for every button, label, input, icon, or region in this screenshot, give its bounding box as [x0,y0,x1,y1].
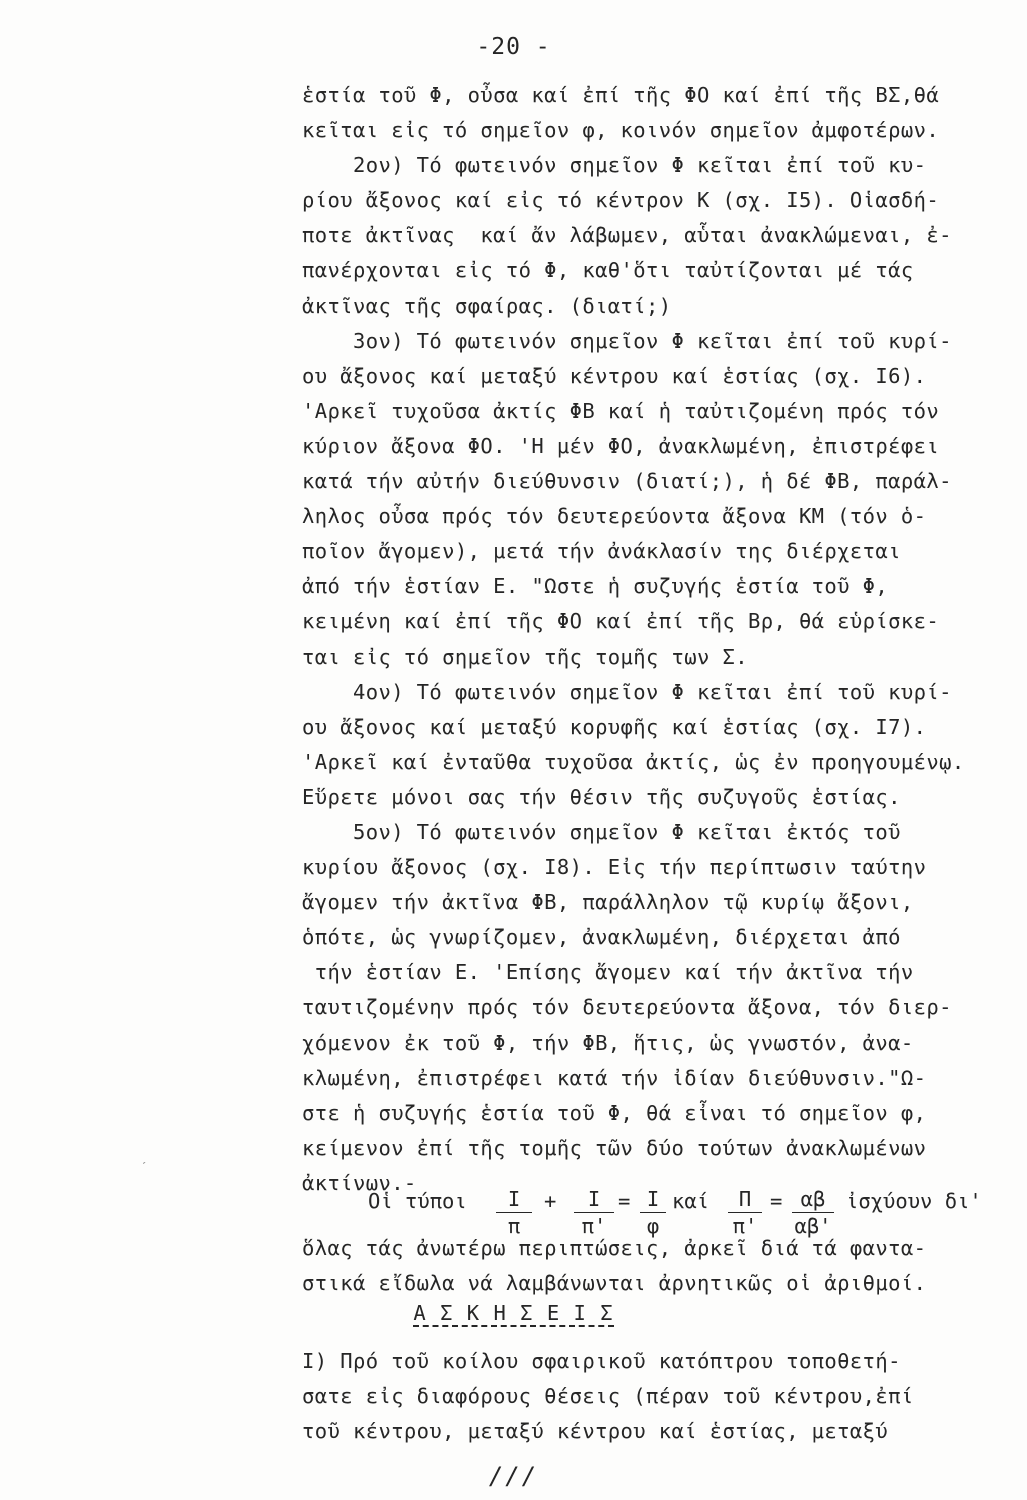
fraction-denominator: αβ' [794,1214,832,1238]
text-line: ποῖον ἄγομεν), μετά τήν ἀνάκλασίν της διέρχεται [302,539,901,564]
text-line: ἄγομεν τήν ἀκτῖνα ΦΒ, παράλληλον τῷ κυρίῳ ἄξονι, [302,890,914,915]
text-line: χόμενον ἐκ τοῦ Φ, τήν ΦΒ, ἥτις, ὡς γνωστόν, ἀνα- [302,1030,914,1055]
text-line: ἀκτῖνας τῆς σφαίρας. (διατί;) [302,293,672,318]
text-line: 'Αρκεῖ καί ἐνταῦθα τυχοῦσα ἀκτίς, ὡς ἐν προηγουμένῳ. [302,749,965,774]
text-line: σατε εἰς διαφόρους θέσεις (πέραν τοῦ κέντρου,ἐπί [302,1384,914,1409]
text-line: ἑστία τοῦ Φ, οὖσα καί ἐπί τῆς ΦΟ καί ἐπί τῆς ΒΣ,θά [302,83,940,107]
text-line: ου ἄξονος καί μεταξύ κορυφῆς καί ἑστίας (σχ. Ι7). [302,714,927,739]
exercises-heading [0,1301,1027,1325]
text-line: πανέρχονται εἰς τό Φ, καθ'ὅτι ταὐτίζονται μέ τάς [302,258,914,283]
equals-sign: = [770,1189,783,1213]
exercises-heading-text: Α Σ Κ Η Σ Ε Ι Σ [413,1301,614,1325]
fraction-numerator: Ι [574,1186,614,1213]
text-line: ληλος οὖσα πρός τόν δευτερεύοντα ἄξονα ΚΜ (τόν ὁ- [302,504,927,529]
text-line: Ι) Πρό τοῦ κοίλου σφαιρικοῦ κατόπτρου τοποθετή- [302,1349,901,1373]
text-line: στικά εἴδωλα νά λαμβάνωνται ἀρνητικῶς οἱ ἀριθμοί. [302,1271,927,1296]
text-line: ταυτιζομένην πρός τόν δευτερεύοντα ἄξονα, τόν διερ- [302,995,952,1020]
fraction-numerator: αβ [792,1186,834,1213]
text-line: ὅλας τάς ἀνωτέρω περιπτώσεις, ἀρκεῖ διά τά φαντα- [302,1236,927,1260]
text-line: 'Αρκεῖ τυχοῦσα ἀκτίς ΦΒ καί ἡ ταὐτιζομένη πρός τόν [302,398,940,423]
text-line: 5ον) Τό φωτεινόν σημεῖον Φ κεῖται ἐκτός τοῦ [302,819,901,844]
text-line: κατά τήν αὐτήν διεύθυνσιν (διατί;), ἡ δέ ΦΒ, παράλ- [302,469,952,494]
formula-intro: Οἱ τύποι [368,1189,467,1213]
fraction-denominator: π' [581,1214,607,1238]
text-line: 3ον) Τό φωτεινόν σημεῖον Φ κεῖται ἐπί τοῦ κυρί- [302,328,952,353]
text-line: ται εἰς τό σημεῖον τῆς τομῆς των Σ. [302,644,748,669]
fraction-numerator: Π [728,1186,762,1213]
fraction-numerator: Ι [496,1186,532,1213]
fraction-numerator: Ι [640,1186,666,1213]
text-line: τήν ἑστίαν Ε. 'Επίσης ἄγομεν καί τήν ἀκτῖνα τήν [302,960,914,985]
text-line: κείμενον ἐπί τῆς τομῆς τῶν δύο τούτων ἀνακλωμένων [302,1135,927,1160]
text-line: κλωμένη, ἐπιστρέφει κατά τήν ἰδίαν διεύθυνσιν."Ω- [302,1065,927,1090]
fraction-denominator: φ [646,1214,660,1238]
text-line: ποτε ἀκτῖνας καί ἄν λάβωμεν, αὗται ἀνακλώμεναι, ἐ- [302,223,952,248]
text-line: κύριον ἄξονα ΦΟ. 'Η μέν ΦΟ, ἀνακλωμένη, ἐπιστρέφει [302,433,940,458]
text-line: Εὕρετε μόνοι σας τήν θέσιν τῆς συζυγοῦς ἑστίας. [302,784,901,809]
text-line: ἀπό τήν ἑστίαν Ε. "Ωστε ἡ συζυγής ἑστία τοῦ Φ, [302,574,889,599]
page-number: -20 - [476,34,551,60]
margin-mark: ˊ [140,1160,149,1176]
text-line: 2ον) Τό φωτεινόν σημεῖον Φ κεῖται ἐπί τοῦ κυ- [302,153,927,178]
formula-kai: καί [672,1189,710,1213]
equals-sign: = [618,1189,631,1213]
fraction-denominator: π [507,1214,521,1238]
formula-tail: ἰσχύουν δι' [846,1189,982,1213]
body-text-continued [302,1231,992,1301]
text-line: ἀκτίνων.- [302,1170,417,1195]
page-end-mark: /// [488,1462,539,1490]
text-line: ου ἄξονος καί μεταξύ κέντρου καί ἑστίας (σχ. Ι6). [302,363,927,388]
plus-sign: + [544,1189,557,1213]
fraction-denominator: π' [732,1214,758,1238]
body-text [302,78,992,1201]
text-line: κεῖται εἰς τό σημεῖον φ, κοινόν σημεῖον ἀμφοτέρων. [302,118,940,143]
text-line: στε ἡ συζυγής ἑστία τοῦ Φ, θά εἶναι τό σημεῖον φ, [302,1100,927,1125]
exercises-text [302,1344,992,1449]
text-line: κυρίου ἄξονος (σχ. Ι8). Εἰς τήν περίπτωσιν ταύτην [302,855,927,880]
text-line: 4ον) Τό φωτεινόν σημεῖον Φ κεῖται ἐπί τοῦ κυρί- [302,679,952,704]
text-line: κειμένη καί ἐπί τῆς ΦΟ καί ἐπί τῆς Βρ, θά εὑρίσκε- [302,609,940,634]
text-line: ρίου ἄξονος καί εἰς τό κέντρον Κ (σχ. Ι5). Οἱασδή- [302,188,940,213]
text-line: τοῦ κέντρου, μεταξύ κέντρου καί ἑστίας, μεταξύ [302,1419,889,1444]
text-line: ὁπότε, ὡς γνωρίζομεν, ἀνακλωμένη, διέρχεται ἀπό [302,925,901,950]
